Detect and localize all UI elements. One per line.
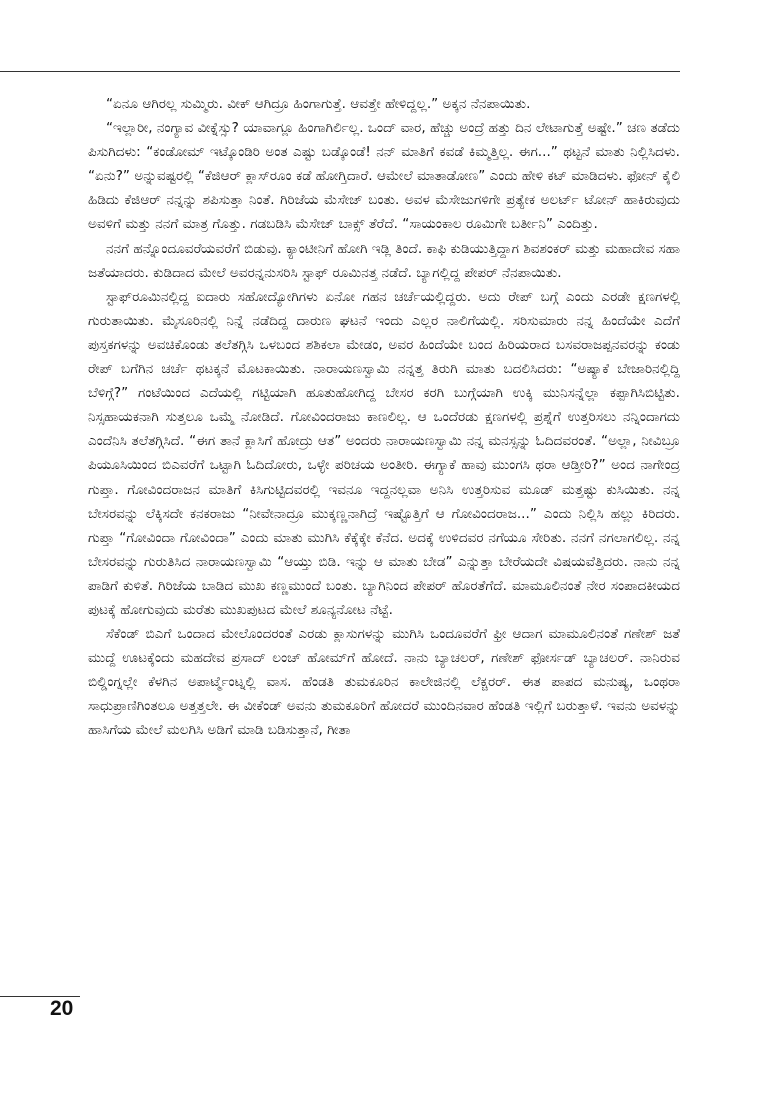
paragraph: ಸ್ಟಾಫ್‌ರೂಮಿನಲ್ಲಿದ್ದ ಐದಾರು ಸಹೋದ್ಯೋಗಿಗಳು ಏನೋ ಗಹನ ಚರ್ಚೆಯಲ್ಲಿದ್ದರು. ಅದು ರೇಪ್ ಬಗ್ಗೆ ಎಂದು ಎರಡೇ ಕ್ಷಣಗಳಲ್ಲಿ ಗುರುತಾಯಿತು. ಮೈಸೂರಿನಲ್ಲಿ ನಿನ್ನೆ ನಡೆದಿದ್ದ ದಾರುಣ ಘಟನೆ ಇಂದು ಎಲ್ಲರ ನಾಲಿಗೆಯಲ್ಲಿ. ಸರಿಸುಮಾರು ನನ್ನ ಹಿಂದೆಯೇ ಎದೆಗೆ ಪುಸ್ತಕಗಳನ್ನು ಅವಚಿಕೊಂಡು ತಲೆತಗ್ಗಿಸಿ ಒಳಬಂದ ಶಶಿಕಲಾ ಮೇಡಂ, ಅವರ ಹಿಂದೆಯೇ ಬಂದ ಹಿರಿಯರಾದ ಬಸವರಾಜಪ್ಪನವರನ್ನು ಕಂಡು ರೇಪ್ ಬಗೆಗಿನ ಚರ್ಚೆ ಥಟಕ್ಕನೆ ಮೊಟಕಾಯಿತು. ನಾರಾಯಣಸ್ವಾಮಿ ನನ್ನತ್ತ ತಿರುಗಿ ಮಾತು ಬದಲಿಸಿದರು: “ಅಷ್ಯಾಕೆ ಬೇಜಾರಿನಲ್ಲಿದ್ದಿ ಬೆಳಿಗ್ಗೆ?” ಗಂಟೆಯಿಂದ ಎದೆಯಲ್ಲಿ ಗಟ್ಟಿಯಾಗಿ ಹೂತುಹೋಗಿದ್ದ ಬೇಸರ ಕರಗಿ ಬುಗ್ಗೆಯಾಗಿ ಉಕ್ಕಿ ಮುನಿಸನ್ನೆಲ್ಲಾ ಕಪ್ಪಾಗಿಸಿಬಿಟ್ಟಿತು. ನಿಸ್ಸಹಾಯಕನಾಗಿ ಸುತ್ತಲೂ ಒಮ್ಮೆ ನೋಡಿದೆ. ಗೋವಿಂದರಾಜು ಕಾಣಲಿಲ್ಲ. ಆ ಒಂದೆರಡು ಕ್ಷಣಗಳಲ್ಲಿ ಪ್ರಶ್ನೆಗೆ ಉತ್ತರಿಸಲು ನನ್ನಿಂದಾಗದು ಎಂದೆನಿಸಿ ತಲೆತಗ್ಗಿಸಿದೆ. “ಈಗ ತಾನೆ ಕ್ಲಾಸಿಗೆ ಹೋದ್ರು ಆತ” ಅಂದರು ನಾರಾಯಣಸ್ವಾಮಿ ನನ್ನ ಮನಸ್ಸನ್ನು ಓದಿದವರಂತೆ. “ಅಲ್ಲಾ, ನೀವಿಬ್ರೂ ಪಿಯೂಸಿಯಿಂದ ಬಿಎವರೆಗೆ ಒಟ್ಟಾಗಿ ಓದಿದೋರು, ಒಳ್ಳೇ ಪರಿಚಯ ಅಂತೀರಿ. ಈಗ್ಯಾಕೆ ಹಾವು ಮುಂಗಸಿ ಥರಾ ಆಡ್ತೀರಿ?” ಅಂದ ನಾಗೇಂದ್ರ ಗುಪ್ತಾ. ಗೋವಿಂದರಾಜನ ಮಾತಿಗೆ ಕಿಸಿಗುಟ್ಟಿದವರಲ್ಲಿ ಇವನೂ ಇದ್ದನಲ್ಲವಾ ಅನಿಸಿ ಉತ್ತರಿಸುವ ಮೂಡ್ ಮತ್ತಷ್ಟು ಕುಸಿಯಿತು. ನನ್ನ ಬೇಸರವನ್ನು ಲೆಕ್ಕಿಸದೇ ಕನಕರಾಜು “ನೀವೇನಾದ್ರೂ ಮುಕ್ಕಣ್ಣನಾಗಿದ್ರೆ ಇಷ್ಟೊತ್ತಿಗೆ ಆ ಗೋವಿಂದರಾಜ...” ಎಂದು ನಿಲ್ಲಿಸಿ ಹಲ್ಲು ಕಿರಿದರು. ಗುಪ್ತಾ “ಗೋವಿಂದಾ ಗೋವಿಂದಾ” ಎಂದು ಮಾತು ಮುಗಿಸಿ ಕೆಕ್ಕೆಕ್ಕೇ ಕೆನೆದ. ಅದಕ್ಕೆ ಉಳಿದವರ ನಗೆಯೂ ಸೇರಿತು. ನನಗೆ ನಗಲಾಗಲಿಲ್ಲ. ನನ್ನ ಬೇಸರವನ್ನು ಗುರುತಿಸಿದ ನಾರಾಯಣಸ್ವಾಮಿ “ಆಯ್ತು ಬಿಡಿ. ಇನ್ನು ಆ ಮಾತು ಬೇಡ” ಎನ್ನುತ್ತಾ ಬೇರೆಯದೇ ವಿಷಯವೆತ್ತಿದರು. ನಾನು ನನ್ನ ಪಾಡಿಗೆ ಕುಳಿತೆ. ಗಿರಿಜೆಯ ಬಾಡಿದ ಮುಖ ಕಣ್ಣಮುಂದೆ ಬಂತು. ಬ್ಯಾಗಿನಿಂದ ಪೇಪರ್ ಹೊರತೆಗೆದೆ. ಮಾಮೂಲಿನಂತೆ ನೇರ ಸಂಪಾದಕೀಯದ ಪುಟಕ್ಕೆ ಹೋಗುವುದು ಮರೆತು ಮುಖಪುಟದ ಮೇಲೆ ಶೂನ್ಯನೋಟ ನೆಟ್ಟೆ. bbox=[88, 288, 680, 618]
paragraph: ಸೆಕೆಂಡ್ ಬಿಎಗೆ ಒಂದಾದ ಮೇಲೊಂದರಂತೆ ಎರಡು ಕ್ಲಾಸುಗಳನ್ನು ಮುಗಿಸಿ ಒಂದೂವರೆಗೆ ಫ್ರೀ ಆದಾಗ ಮಾಮೂಲಿನಂತೆ ಗಣೇಶ್ ಜತೆ ಮುದ್ದೆ ಊಟಕ್ಕೆಂದು ಮಹದೇವ ಪ್ರಸಾದ್ ಲಂಚ್ ಹೋಮ್‌ಗೆ ಹೋದೆ. ನಾನು ಬ್ಯಾಚಲರ್, ಗಣೇಶ್ ಫೋರ್ಸಡ್ ಬ್ಯಾಚಲರ್. ನಾನಿರುವ ಬಿಲ್ಡಿಂಗ್ನಲ್ಲೇ ಕೆಳಗಿನ ಅಪಾರ್ಟ್ಮೆಂಟ್ನಲ್ಲಿ ವಾಸ. ಹೆಂಡತಿ ತುಮಕೂರಿನ ಕಾಲೇಜಿನಲ್ಲಿ ಲೆಕ್ಚರರ್. ಈತ ಪಾಪದ ಮನುಷ್ಯ, ಒಂಥರಾ ಸಾಧುಪ್ರಾಣಿಗಿಂತಲೂ ಅತ್ತತ್ತಲೇ. ಈ ವೀಕೆಂಡ್ ಅವನು ತುಮಕೂರಿಗೆ ಹೋದರೆ ಮುಂದಿನವಾರ ಹೆಂಡತಿ ಇಲ್ಲಿಗೆ ಬರುತ್ತಾಳೆ. ಇವನು ಅವಳನ್ನು ಹಾಸಿಗೆಯ ಮೇಲೆ ಮಲಗಿಸಿ ಅಡಿಗೆ ಮಾಡಿ ಬಡಿಸುತ್ತಾನೆ, ಗೀತಾ bbox=[88, 626, 680, 739]
paragraph: “ಏನೂ ಆಗಿರಲ್ಲ ಸುಮ್ಮಿರು. ವೀಕ್ ಆಗಿದ್ರೂ ಹಿಂಗಾಗುತ್ತೆ. ಆವತ್ತೇ ಹೇಳಿದ್ದಲ್ಲ.” ಅಕ್ಕನ ನೆನಪಾಯಿತು. bbox=[106, 96, 531, 112]
page-body bbox=[88, 92, 680, 743]
header-rule bbox=[0, 71, 680, 72]
paragraph: ನನಗೆ ಹನ್ನೊಂದೂವರೆಯವರೆಗೆ ಬಿಡುವು. ಕ್ಯಾಂಟೀನಿಗೆ ಹೋಗಿ ಇಡ್ಲಿ ತಿಂದೆ. ಕಾಫಿ ಕುಡಿಯುತ್ತಿದ್ದಾಗ ಶಿವಶಂಕರ್ ಮತ್ತು ಮಹಾದೇವ ಸಹಾ ಜತೆಯಾದರು. ಕುಡಿದಾದ ಮೇಲೆ ಅವರನ್ನನುಸರಿಸಿ ಸ್ಟಾಫ್ ರೂಮಿನತ್ತ ನಡೆದೆ. ಬ್ಯಾಗಲ್ಲಿದ್ದ ಪೇಪರ್ ನೆನಪಾಯಿತು. bbox=[88, 240, 680, 281]
paragraph: “ಇಲ್ಲಾರೀ, ನಂಗ್ಯಾವ ವೀಕ್ನೆಸ್ಸು? ಯಾವಾಗ್ಲೂ ಹಿಂಗಾಗಿರ್ಲಿಲ್ಲ. ಒಂದ್ ವಾರ, ಹೆಚ್ಚು ಅಂದ್ರೆ ಹತ್ತು ದಿನ ಲೇಟಾಗುತ್ತೆ ಅಷ್ಟೇ.” ಚಣ ತಡೆದು ಪಿಸುಗಿದಳು: “ಕಂಡೋಮ್ ಇಟ್ಕೊಂಡಿರಿ ಅಂತ ಎಷ್ಟು ಬಡ್ಕೊಂಡೆ! ನನ್ ಮಾತಿಗೆ ಕವಡೆ ಕಿಮ್ಮತ್ತಿಲ್ಲ. ಈಗ...” ಥಟ್ಟನೆ ಮಾತು ನಿಲ್ಲಿಸಿದಳು. “ಏನು?” ಅನ್ನುವಷ್ಟರಲ್ಲಿ “ಕೆಜಿಆರ್ ಕ್ಲಾಸ್‌ರೂಂ ಕಡೆ ಹೋಗ್ತಿದಾರೆ. ಆಮೇಲೆ ಮಾತಾಡೋಣ” ಎಂದು ಹೇಳಿ ಕಟ್ ಮಾಡಿದಳು. ಫೋನ್ ಕೈಲಿ ಹಿಡಿದು ಕೆಜಿಆರ್ ನನ್ನನ್ನು ಶಪಿಸುತ್ತಾ ನಿಂತೆ. ಗಿರಿಜೆಯ ಮೆಸೇಜ್ ಬಂತು. ಅವಳ ಮೆಸೇಜುಗಳಿಗೇ ಪ್ರತ್ಯೇಕ ಅಲರ್ಟ್ ಟೋನ್ ಹಾಕಿರುವುದು ಅವಳಿಗೆ ಮತ್ತು ನನಗೆ ಮಾತ್ರ ಗೊತ್ತು. ಗಡಬಡಿಸಿ ಮೆಸೇಜ್ ಬಾಕ್ಸ್ ತೆರೆದೆ. “ಸಾಯಂಕಾಲ ರೂಮಿಗೇ ಬರ್ತೀನಿ” ಎಂದಿತ್ತು. bbox=[88, 120, 680, 233]
page-number: 20 bbox=[50, 997, 74, 1020]
